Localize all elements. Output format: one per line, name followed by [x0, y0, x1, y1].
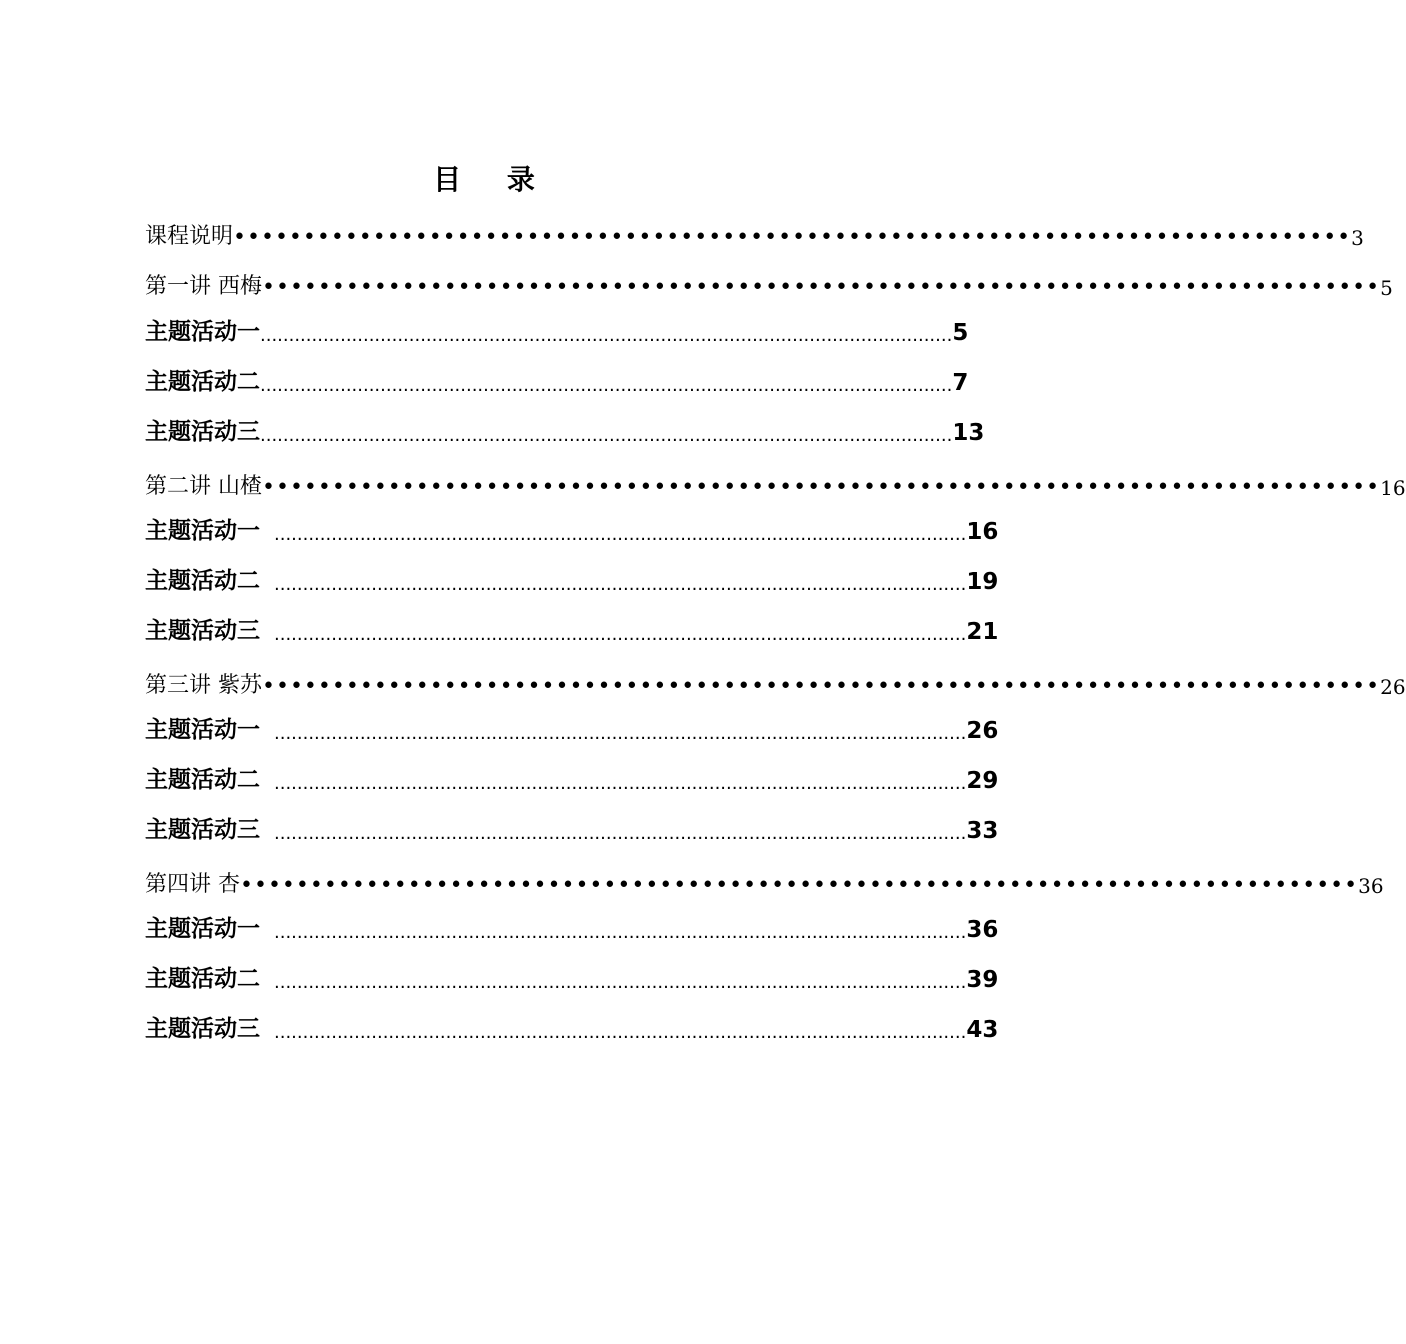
toc-entry-page: 5 — [952, 320, 969, 346]
toc-entry-label: 第二讲 山楂 — [145, 474, 262, 499]
toc-entry-activity[interactable] — [145, 758, 999, 794]
toc-entry-label: 主题活动一 — [145, 916, 260, 942]
dot-leader: ......................................................................................................................... — [260, 325, 953, 346]
toc-entry-activity[interactable] — [145, 509, 999, 545]
toc-entry-label: 主题活动三 — [145, 419, 260, 445]
toc-entry-page: 36 — [966, 917, 999, 943]
page-title: 目 录 — [433, 163, 553, 196]
toc-entry-activity[interactable] — [145, 559, 999, 595]
toc-entry-activity[interactable] — [145, 708, 999, 744]
toc-entry-page: 13 — [952, 420, 985, 446]
toc-entry-page: 16 — [966, 519, 999, 545]
dot-leader: ......................................................................................................................... — [274, 823, 967, 844]
dot-leader: ......................................................................................................................... — [274, 972, 967, 993]
dot-leader: ......................................................................................................................... — [260, 375, 953, 396]
dot-leader: ......................................................................................................................... — [274, 922, 967, 943]
toc-entry-label: 主题活动三 — [145, 1016, 260, 1042]
dot-leader: ......................................................................................................................... — [274, 574, 967, 595]
toc-entry-page: 43 — [966, 1017, 999, 1043]
toc-entry-lecture-3[interactable] — [145, 663, 1406, 699]
toc-entry-label: 第四讲 杏 — [145, 872, 240, 897]
toc-entry-label: 主题活动一 — [145, 717, 260, 743]
toc-entry-activity[interactable] — [145, 808, 999, 844]
toc-entry-page: 7 — [952, 370, 969, 396]
toc-entry-page: 36 — [1358, 874, 1384, 898]
toc-entry-page: 33 — [966, 818, 999, 844]
toc-entry-label: 主题活动一 — [145, 319, 260, 345]
toc-entry-page: 19 — [966, 569, 999, 595]
toc-entry-page: 26 — [966, 718, 999, 744]
toc-entry-activity[interactable] — [145, 310, 969, 346]
toc-entry-page: 21 — [966, 619, 999, 645]
toc-entry-label: 主题活动二 — [145, 369, 260, 395]
toc-entry-label: 主题活动三 — [145, 618, 260, 644]
dot-leader: ......................................................................................................................... — [274, 1022, 967, 1043]
toc-entry-lecture-1[interactable] — [145, 264, 1393, 300]
toc-entry-activity[interactable] — [145, 360, 969, 396]
toc-entry-label: 主题活动三 — [145, 817, 260, 843]
dot-leader: ......................................................................................................................... — [260, 425, 953, 446]
toc-entry-page: 3 — [1351, 226, 1364, 250]
toc-entry-page: 16 — [1380, 476, 1406, 500]
toc-entry-activity[interactable] — [145, 410, 985, 446]
dot-leader: •••••••••••••••••••••••••••••••••••••••••••••••••••••••••••••••••••••••••••••••• — [262, 674, 1381, 699]
toc-entry-label: 课程说明 — [145, 224, 234, 249]
dot-leader: ......................................................................................................................... — [274, 773, 967, 794]
toc-entry-activity[interactable] — [145, 957, 999, 993]
toc-entry-label: 主题活动二 — [145, 966, 260, 992]
dot-leader: •••••••••••••••••••••••••••••••••••••••••••••••••••••••••••••••••••••••••••••••• — [262, 475, 1381, 500]
toc-entry-activity[interactable] — [145, 1007, 999, 1043]
toc-entry-label: 主题活动一 — [145, 518, 260, 544]
dot-leader: •••••••••••••••••••••••••••••••••••••••••••••••••••••••••••••••••••••••••••••••• — [233, 225, 1352, 250]
toc-entry-label: 主题活动二 — [145, 568, 260, 594]
dot-leader: ......................................................................................................................... — [274, 524, 967, 545]
toc-entry-activity[interactable] — [145, 609, 999, 645]
toc-entry-page: 39 — [966, 967, 999, 993]
toc-entry-label: 第三讲 紫苏 — [145, 673, 262, 698]
toc-entry-page: 29 — [966, 768, 999, 794]
dot-leader: ......................................................................................................................... — [274, 723, 967, 744]
toc-entry-page: 26 — [1380, 675, 1406, 699]
toc-entry-lecture-4[interactable] — [145, 862, 1384, 898]
dot-leader: •••••••••••••••••••••••••••••••••••••••••••••••••••••••••••••••••••••••••••••••• — [262, 275, 1381, 300]
toc-entry-activity[interactable] — [145, 907, 999, 943]
toc-entry-label: 主题活动二 — [145, 767, 260, 793]
toc-entry-page: 5 — [1380, 276, 1393, 300]
dot-leader: ......................................................................................................................... — [274, 624, 967, 645]
toc-entry-label: 第一讲 西梅 — [145, 274, 262, 299]
toc-entry-course-intro[interactable] — [145, 214, 1364, 250]
toc-entry-lecture-2[interactable] — [145, 464, 1406, 500]
dot-leader: •••••••••••••••••••••••••••••••••••••••••••••••••••••••••••••••••••••••••••••••• — [240, 873, 1359, 898]
